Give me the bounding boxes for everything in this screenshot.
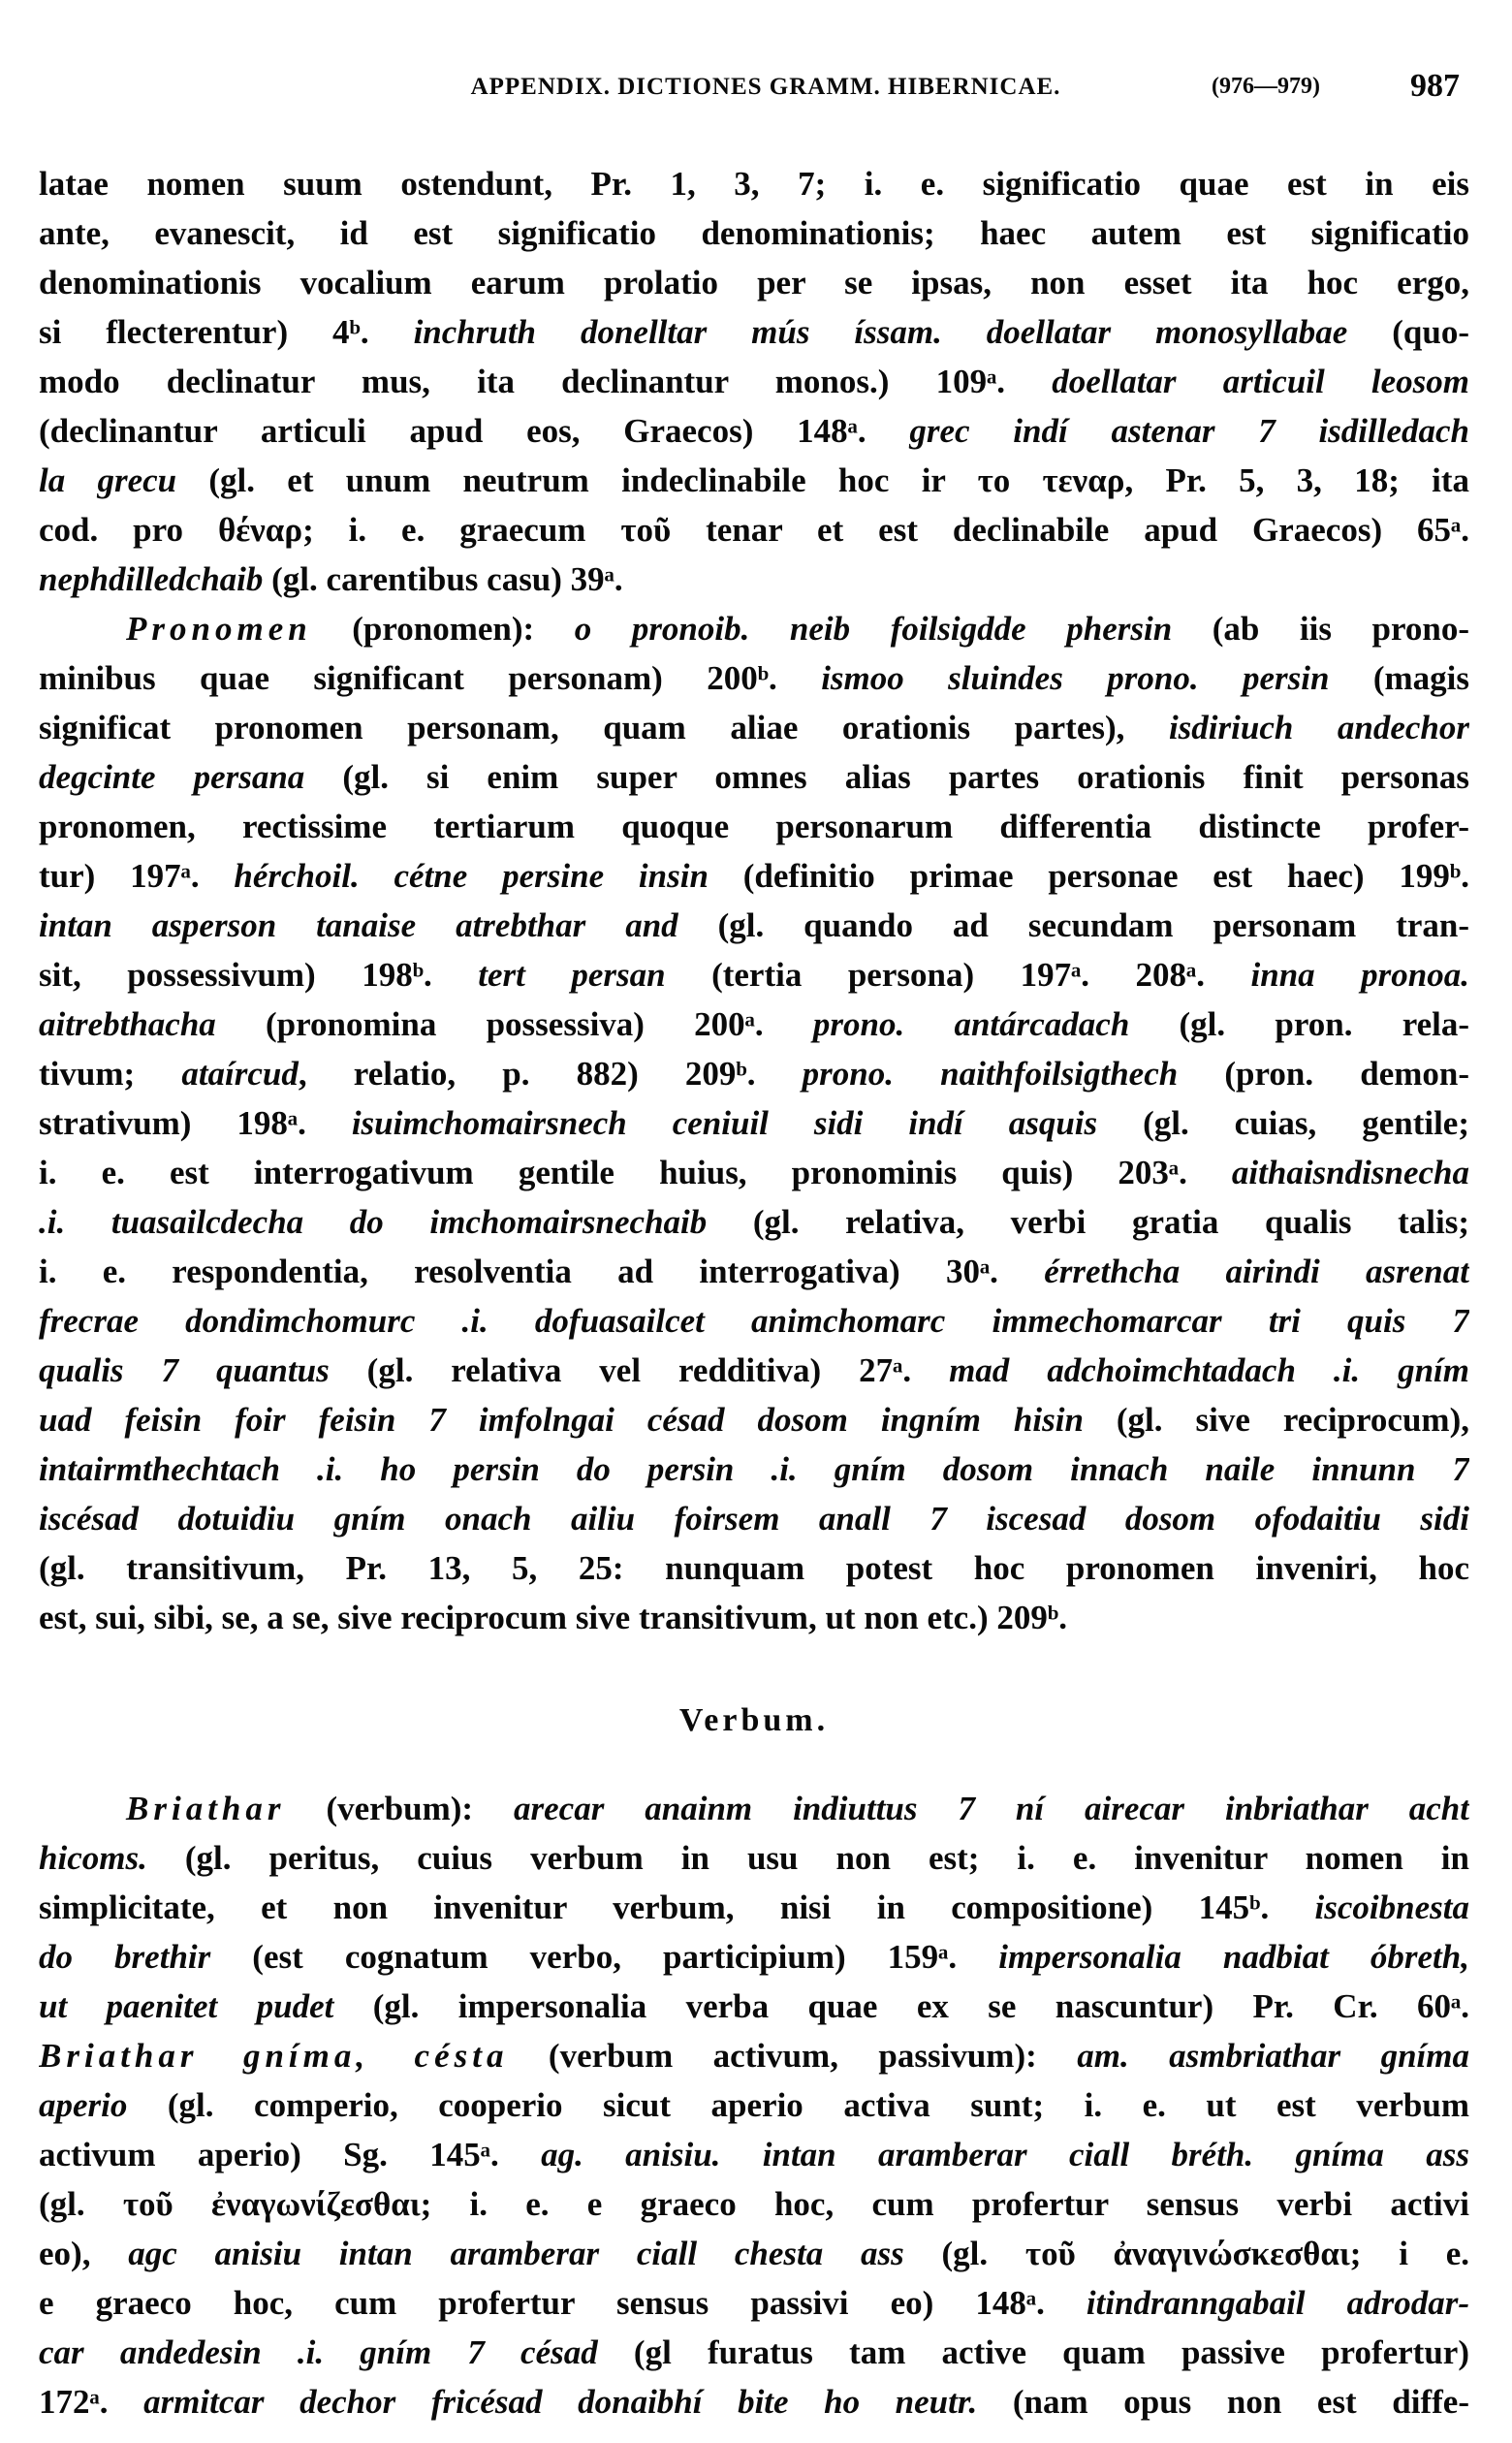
verb-section (39, 1784, 1469, 2427)
irish-gloss-text: aitrebthacha (39, 1005, 216, 1043)
text-line (39, 1932, 1469, 1982)
latin-text: modo declinatur mus, ita declinantur monos.) 109ᵃ. (39, 363, 1053, 400)
text-line (39, 307, 1469, 357)
text-line (39, 1296, 1469, 1346)
irish-gloss-text: inchruth donelltar mús íssam. doellatar monosyllabae (413, 313, 1348, 351)
irish-gloss-text: degcinte persana (39, 758, 305, 796)
text-line (39, 999, 1469, 1049)
text-line (39, 851, 1469, 901)
irish-gloss-text: mad adchoimchtadach .i. gním (949, 1351, 1469, 1389)
text-line (39, 1247, 1469, 1296)
latin-text: significat pronomen personam, quam aliae orationis partes), (39, 709, 1169, 746)
text-line (39, 1049, 1469, 1098)
latin-text: (gl. peritus, cuius verbum in usu non est; i. e. invenitur nomen in (146, 1839, 1469, 1877)
latin-text: (tertia persona) 197ᵃ. 208ᵃ. (665, 956, 1251, 994)
irish-gloss-text: itindranngabail adrodar- (1086, 2284, 1469, 2322)
latin-text: tivum; (39, 1055, 182, 1093)
latin-text: (declinantur articuli apud eos, Graecos) 148ᵃ. (39, 412, 910, 450)
text-line (39, 406, 1469, 456)
irish-gloss-text: agc anisiu intan aramberar ciall chesta ass (128, 2235, 904, 2272)
text-line (39, 555, 1469, 604)
irish-gloss-text: iscésad dotuidiu gním onach ailiu foirsem anall 7 iscesad dosom ofodaitiu sidi (39, 1500, 1469, 1538)
latin-text: (ab iis prono- (1172, 610, 1469, 648)
text-line (39, 1395, 1469, 1444)
latin-text: (quo- (1347, 313, 1469, 351)
text-line (39, 901, 1469, 950)
latin-text: (gl. relativa vel redditiva) 27ᵃ. (329, 1351, 950, 1389)
text-line (39, 159, 1469, 208)
paragraph (39, 159, 1469, 604)
irish-gloss-text: uad feisin foir feisin 7 imfolngai césad dosom ingním hisin (39, 1401, 1084, 1439)
text-line (39, 1444, 1469, 1494)
text-line (39, 2179, 1469, 2229)
latin-text: (gl. carentibus casu) 39ᵃ. (263, 560, 623, 598)
latin-text: , relatio, p. 882) 209ᵇ. (298, 1055, 803, 1093)
irish-gloss-text: ismoo sluindes prono. persin (821, 659, 1330, 697)
text-line (39, 1833, 1469, 1883)
latin-text: (verbum activum, passivum): (508, 2037, 1078, 2075)
latin-text: (gl. τοῦ ἐναγωνίζεσθαι; i. e. e graeco hoc, cum profertur sensus verbi activi (39, 2185, 1469, 2223)
entry-headword: Pronomen (126, 610, 312, 648)
irish-gloss-text: érrethcha airindi asrenat (1044, 1253, 1469, 1290)
irish-gloss-text: ataírcud (181, 1055, 299, 1093)
irish-gloss-text: am. asmbriathar gníma (1077, 2037, 1469, 2075)
irish-gloss-text: qualis 7 quantus (39, 1351, 330, 1389)
latin-text: (gl. si enim super omnes alias partes orationis finit personas (304, 758, 1469, 796)
latin-text: (gl. cuias, gentile; (1097, 1104, 1469, 1142)
paragraph (39, 604, 1469, 1642)
irish-gloss-text: tert persan (478, 956, 666, 994)
irish-gloss-text: o pronoib. neib foilsigdde phersin (574, 610, 1173, 648)
text-line (39, 1593, 1469, 1642)
paragraph (39, 1784, 1469, 2427)
latin-text: (gl. sive reciprocum), (1083, 1401, 1469, 1439)
text-line (39, 1784, 1469, 1833)
irish-gloss-text: prono. antárcadach (812, 1005, 1130, 1043)
latin-text: (gl furatus tam active quam passive profertur) (597, 2333, 1469, 2371)
irish-gloss-text: prono. naithfoilsigthech (802, 1055, 1179, 1093)
latin-text: cod. pro θέναρ; i. e. graecum τοῦ tenar et est declinabile apud Graecos) 65ᵃ. (39, 511, 1469, 549)
latin-text: (est cognatum verbo, participium) 159ᵃ. (210, 1938, 999, 1976)
latin-text: (magis (1329, 659, 1469, 697)
running-head (0, 70, 1512, 109)
irish-gloss-text: iscoibnesta (1314, 1888, 1469, 1926)
irish-gloss-text: la grecu (39, 461, 177, 499)
latin-text: denominationis vocalium earum prolatio per se ipsas, non esset ita hoc ergo, (39, 264, 1469, 301)
latin-text: (gl. impersonalia verba quae ex se nascuntur) Pr. Cr. 60ᵃ. (333, 1987, 1469, 2025)
latin-text: (definitio primae personae est haec) 199ᵇ. (708, 857, 1469, 895)
irish-gloss-text: arecar anainm indiuttus 7 ní airecar inbriathar acht (514, 1790, 1469, 1827)
latin-text: ante, evanescit, id est significatio denominationis; haec autem est significatio (39, 214, 1469, 252)
text-line (39, 604, 1469, 653)
irish-gloss-text: frecrae dondimchomurc .i. dofuasailcet animchomarc immechomarcar tri quis 7 (39, 1302, 1469, 1340)
section-heading-verbum: Verbum. (678, 1702, 830, 1738)
page-body (39, 159, 1469, 2427)
latin-text: (gl. comperio, cooperio sicut aperio activa sunt; i. e. ut est verbum (127, 2086, 1469, 2124)
text-line (39, 2031, 1469, 2080)
irish-gloss-text: .i. tuasailcdecha do imchomairsnechaib (39, 1203, 708, 1241)
latin-text: i. e. est interrogativum gentile huius, pronominis quis) 203ᵃ. (39, 1154, 1232, 1191)
latin-text: (gl. pron. rela- (1129, 1005, 1469, 1043)
text-line (39, 456, 1469, 505)
latin-text: (pronomina possessiva) 200ᵃ. (215, 1005, 813, 1043)
latin-text: activum aperio) Sg. 145ᵃ. (39, 2136, 542, 2173)
latin-text: (gl. transitivum, Pr. 13, 5, 25: nunquam potest hoc pronomen inveniri, hoc (39, 1549, 1469, 1587)
running-head-section-range: (976—979) (1212, 74, 1320, 99)
latin-text: (gl. relativa, verbi gratia qualis talis; (707, 1203, 1469, 1241)
irish-gloss-text: impersonalia nadbiat óbreth, (998, 1938, 1469, 1976)
latin-text: latae nomen suum ostendunt, Pr. 1, 3, 7; i. e. significatio quae est in eis (39, 165, 1469, 203)
irish-gloss-text: grec indí astenar 7 isdilledach (909, 412, 1469, 450)
text-line (39, 2080, 1469, 2130)
latin-text: 172ᵃ. (39, 2383, 144, 2421)
text-line (39, 1098, 1469, 1148)
latin-text: tur) 197ᵃ. (39, 857, 235, 895)
latin-text: sit, possessivum) 198ᵇ. (39, 956, 479, 994)
latin-text: simplicitate, et non invenitur verbum, nisi in compositione) 145ᵇ. (39, 1888, 1315, 1926)
entry-headword: Briathar (126, 1790, 286, 1827)
irish-gloss-text: armitcar dechor fricésad donaibhí bite ho neutr. (143, 2383, 978, 2421)
text-line (39, 1197, 1469, 1247)
latin-text: (gl. et unum neutrum indeclinabile hoc ir το τεναρ, Pr. 5, 3, 18; ita (176, 461, 1469, 499)
page-number: 987 (1410, 68, 1460, 104)
latin-text: e graeco hoc, cum profertur sensus passivi eo) 148ᵃ. (39, 2284, 1087, 2322)
irish-gloss-text: hicoms. (39, 1839, 147, 1877)
text-line (39, 1883, 1469, 1932)
text-line (39, 1543, 1469, 1593)
irish-gloss-text: car andedesin .i. gním 7 césad (39, 2333, 598, 2371)
text-line (39, 2130, 1469, 2179)
latin-text: est, sui, sibi, se, a se, sive reciprocum sive transitivum, ut non etc.) 209ᵇ. (39, 1599, 1067, 1636)
text-line (39, 2229, 1469, 2278)
irish-gloss-text: intairmthechtach .i. ho persin do persin .i. gním dosom innach naile innunn 7 (39, 1450, 1469, 1488)
latin-text: (gl. quando ad secundam personam tran- (677, 906, 1469, 944)
text-line (39, 1148, 1469, 1197)
irish-gloss-text: isdiriuch andechor (1168, 709, 1469, 746)
irish-gloss-text: do brethir (39, 1938, 211, 1976)
latin-text: minibus quae significant personam) 200ᵇ. (39, 659, 822, 697)
latin-text: i. e. respondentia, resolventia ad interrogativa) 30ᵃ. (39, 1253, 1045, 1290)
running-head-title: APPENDIX. DICTIONES GRAMM. HIBERNICAE. (470, 74, 1061, 100)
text-line (39, 2278, 1469, 2328)
text-line (39, 703, 1469, 752)
text-line (39, 1346, 1469, 1395)
irish-gloss-text: isuimchomairsnech ceniuil sidi indí asquis (351, 1104, 1098, 1142)
text-line (39, 505, 1469, 555)
latin-text: si flecterentur) 4ᵇ. (39, 313, 414, 351)
latin-text: strativum) 198ᵃ. (39, 1104, 352, 1142)
latin-text: pronomen, rectissime tertiarum quoque personarum differentia distincte profer- (39, 808, 1469, 845)
latin-text: (verbum): (285, 1790, 515, 1827)
text-line (39, 802, 1469, 851)
text-line (39, 950, 1469, 999)
irish-gloss-text: nephdilledchaib (39, 560, 264, 598)
text-line (39, 1982, 1469, 2031)
irish-gloss-text: inna pronoa. (1250, 956, 1469, 994)
text-line (39, 357, 1469, 406)
latin-text: (pronomen): (311, 610, 575, 648)
text-line (39, 208, 1469, 258)
text-line (39, 653, 1469, 703)
latin-text: (nam opus non est diffe- (977, 2383, 1469, 2421)
irish-gloss-text: doellatar articuil leosom (1052, 363, 1469, 400)
irish-gloss-text: hérchoil. cétne persine insin (234, 857, 709, 895)
irish-gloss-text: aperio (39, 2086, 128, 2124)
text-line (39, 752, 1469, 802)
latin-text: (gl. τοῦ ἀναγινώσκεσθαι; i e. (903, 2235, 1469, 2272)
pronoun-section (39, 159, 1469, 1642)
latin-text: eo), (39, 2235, 129, 2272)
text-line (39, 1494, 1469, 1543)
irish-gloss-text: intan asperson tanaise atrebthar and (39, 906, 678, 944)
text-line (39, 258, 1469, 307)
entry-headword: Briathar gníma, césta (39, 2037, 509, 2075)
text-line (39, 2377, 1469, 2427)
irish-gloss-text: ag. anisiu. intan aramberar ciall bréth. gníma ass (541, 2136, 1469, 2173)
text-line (39, 2328, 1469, 2377)
irish-gloss-text: aithaisndisnecha (1231, 1154, 1469, 1191)
irish-gloss-text: ut paenitet pudet (39, 1987, 334, 2025)
latin-text: (pron. demon- (1178, 1055, 1469, 1093)
